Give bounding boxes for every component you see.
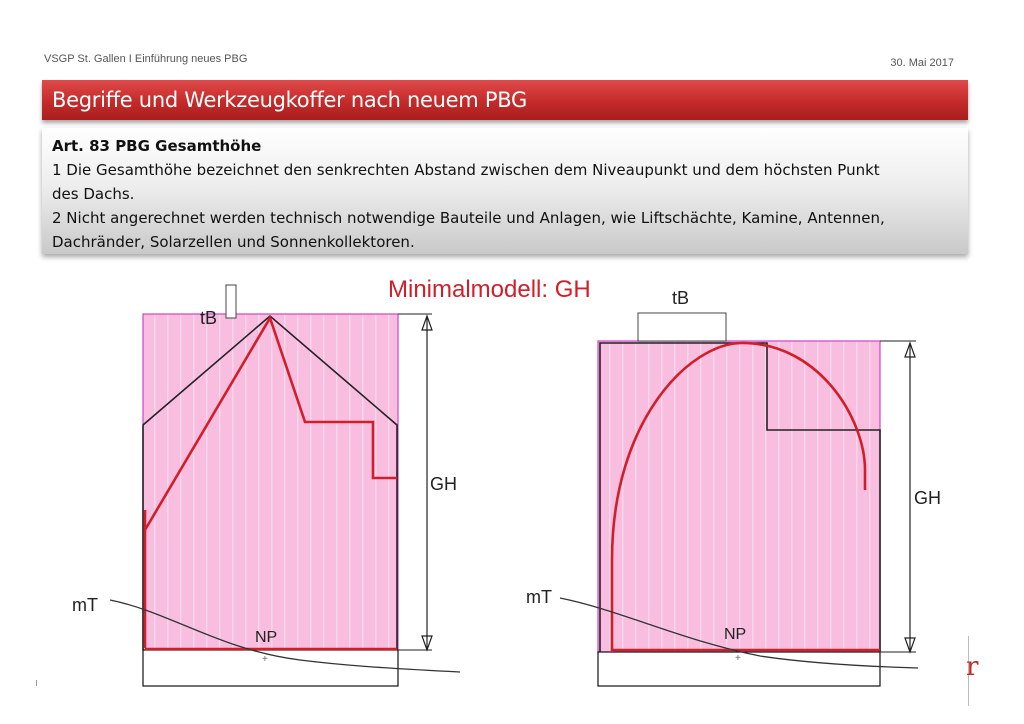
right-gh-label: GH	[914, 488, 941, 508]
left-building	[72, 285, 460, 686]
right-mt-label: mT	[526, 587, 552, 607]
right-tb-label: tB	[672, 288, 690, 308]
article-line-4: Dachränder, Solarzellen und Sonnenkollektoren.	[52, 233, 415, 251]
right-building	[526, 288, 941, 686]
left-mt-label: mT	[72, 595, 98, 615]
left-chimney	[226, 285, 236, 318]
right-pink-volume	[598, 341, 880, 652]
article-line-3: 2 Nicht angerechnet werden technisch notwendige Bauteile und Anlagen, wie Liftschächte, Kamine, Antennen,	[52, 209, 885, 227]
right-np-marker: +	[735, 653, 741, 664]
slide-edge-mark	[36, 680, 37, 686]
brand-logo: r	[966, 652, 979, 682]
left-np-marker: +	[262, 654, 268, 665]
diagram-title: Minimalmodell: GH	[388, 276, 591, 303]
header-date: 30. Mai 2017	[890, 57, 954, 69]
article-line-2: des Dachs.	[52, 185, 135, 203]
right-tb-box	[638, 313, 726, 341]
article-heading: Art. 83 PBG Gesamthöhe	[52, 137, 262, 155]
left-tb-label: tB	[200, 308, 218, 328]
left-np-label: NP	[255, 629, 278, 646]
article-line-1: 1 Die Gesamthöhe bezeichnet den senkrechten Abstand zwischen dem Niveaupunkt und dem höchsten Punkt	[52, 161, 880, 179]
header-left-text: VSGP St. Gallen I Einführung neues PBG	[44, 53, 248, 65]
page-title: Begriffe und Werkzeugkoffer nach neuem PBG	[52, 88, 527, 112]
right-np-label: NP	[724, 626, 747, 643]
left-pink-volume	[143, 314, 398, 650]
left-gh-label: GH	[430, 474, 457, 494]
